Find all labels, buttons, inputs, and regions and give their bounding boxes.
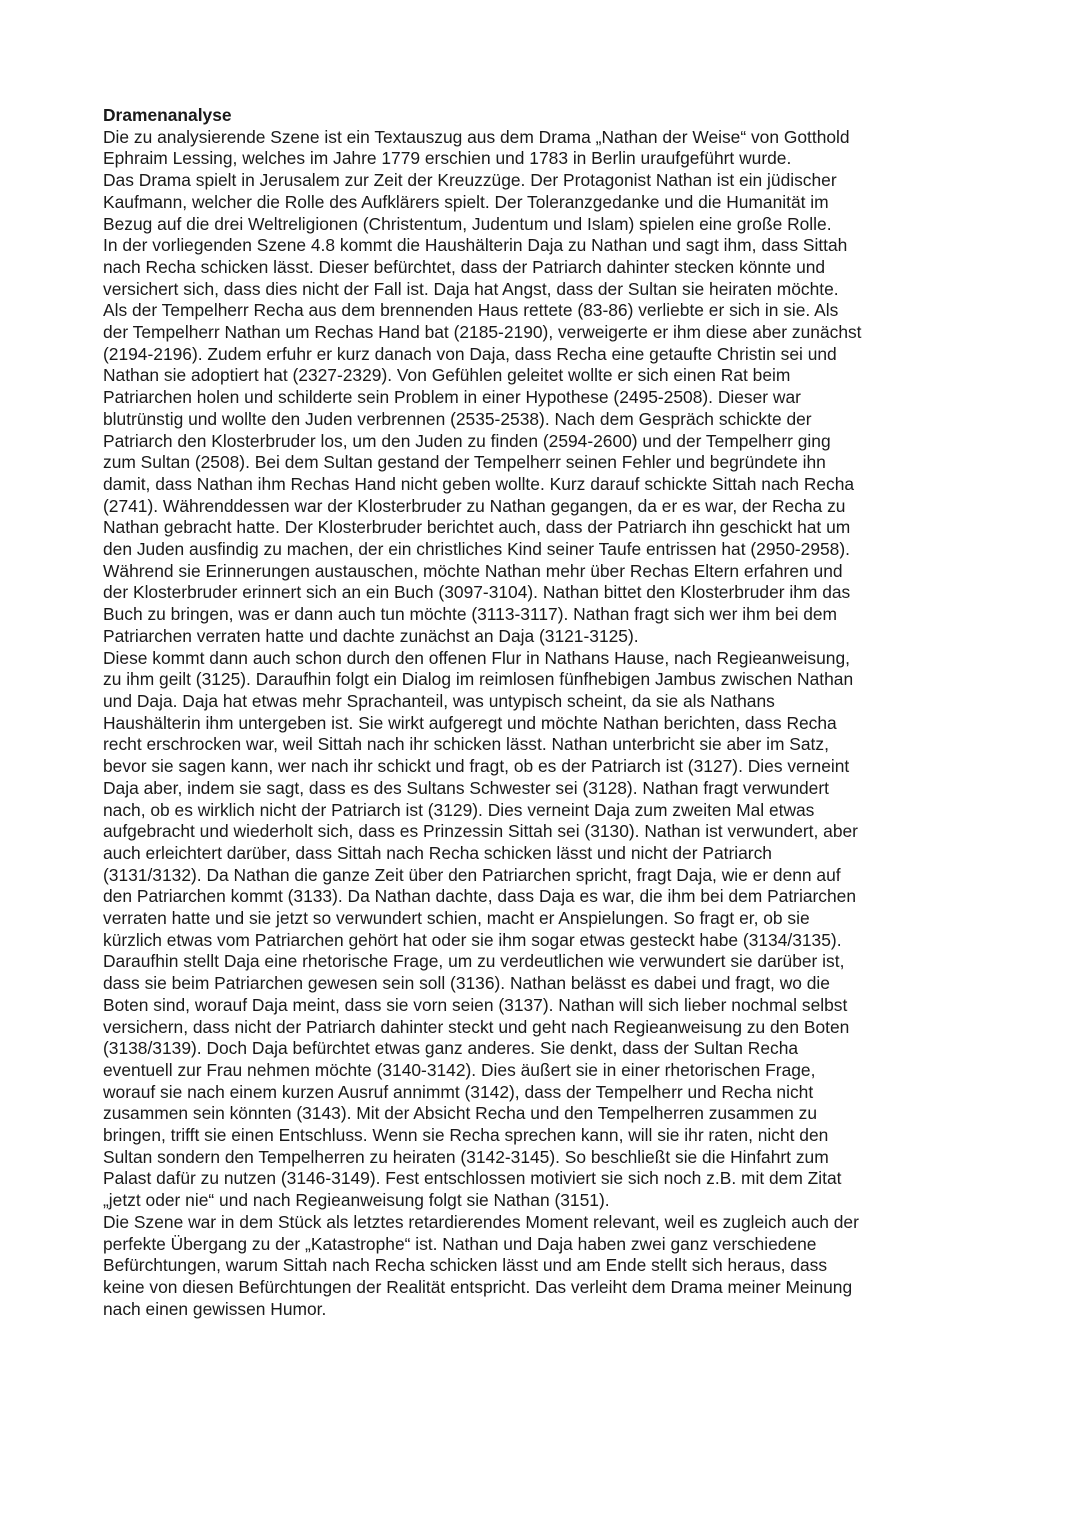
- text-line: Als der Tempelherr Recha aus dem brennenden Haus rettete (83-86) verliebte er sich in sie. Als: [103, 300, 839, 321]
- text-line: keine von diesen Befürchtungen der Realität entspricht. Das verleiht dem Drama meiner Meinung: [103, 1276, 853, 1297]
- text-line: kürzlich etwas vom Patriarchen gehört hat oder sie ihm sogar etwas gesteckt habe (3134/3135).: [103, 929, 842, 950]
- text-line: (3138/3139). Doch Daja befürchtet etwas ganz anderes. Sie denkt, dass der Sultan Recha: [103, 1038, 799, 1059]
- document-title: Dramenanalyse: [103, 105, 232, 125]
- text-line: aufgebracht und wiederholt sich, dass es Prinzessin Sittah sei (3130). Nathan ist verwundert, aber: [103, 821, 858, 842]
- text-line: bringen, trifft sie einen Entschluss. Wenn sie Recha sprechen kann, will sie ihr raten, nicht den: [103, 1125, 829, 1146]
- text-line: blutrünstig und wollte den Juden verbrennen (2535-2538). Nach dem Gespräch schickte der: [103, 408, 812, 429]
- text-line: (3131/3132). Da Nathan die ganze Zeit über den Patriarchen spricht, fragt Daja, wie er denn auf: [103, 864, 841, 885]
- text-line: zu ihm geilt (3125). Daraufhin folgt ein Dialog im reimlosen fünfhebigen Jambus zwischen Nathan: [103, 669, 854, 690]
- text-line: Die Szene war in dem Stück als letztes retardierendes Moment relevant, weil es zugleich auch der: [103, 1211, 859, 1232]
- text-line: Diese kommt dann auch schon durch den offenen Flur in Nathans Hause, nach Regieanweisung,: [103, 647, 850, 668]
- text-line: (2741). Währenddessen war der Klosterbruder zu Nathan gegangen, da er es war, der Recha zu: [103, 495, 846, 516]
- text-line: Nathan sie adoptiert hat (2327-2329). Von Gefühlen geleitet wollte er sich einen Rat beim: [103, 365, 791, 386]
- text-line: Haushälterin ihm untergeben ist. Sie wirkt aufgeregt und möchte Nathan berichten, dass Recha: [103, 712, 837, 733]
- text-line: Palast dafür zu nutzen (3146-3149). Fest entschlossen motiviert sie sich noch z.B. mit dem Zitat: [103, 1168, 842, 1189]
- text-line: zusammen sein könnten (3143). Mit der Absicht Recha und den Tempelherren zusammen zu: [103, 1103, 818, 1124]
- text-line: bevor sie sagen kann, wer nach ihr schickt und fragt, ob es der Patriarch ist (3127). Dies verneint: [103, 756, 850, 777]
- text-line: damit, dass Nathan ihm Rechas Hand nicht geben wollte. Kurz darauf schickte Sittah nach Recha: [103, 473, 855, 494]
- document-body: [103, 105, 988, 1320]
- text-line: Kaufmann, welcher die Rolle des Aufklärers spielt. Der Toleranzgedanke und die Humanität im: [103, 191, 829, 212]
- document-text: [103, 127, 988, 1321]
- text-line: versichern, dass nicht der Patriarch dahinter steckt und geht nach Regieanweisung zu den Boten: [103, 1016, 850, 1037]
- text-line: dass sie beim Patriarchen gewesen sein soll (3136). Nathan belässt es dabei und fragt, wo die: [103, 973, 830, 994]
- text-line: „jetzt oder nie“ und nach Regieanweisung folgt sie Nathan (3151).: [103, 1190, 610, 1211]
- text-line: Patriarchen holen und schilderte sein Problem in einer Hypothese (2495-2508). Dieser war: [103, 387, 801, 408]
- text-line: nach Recha schicken lässt. Dieser befürchtet, dass der Patriarch dahinter stecken könnte und: [103, 256, 826, 277]
- text-line: Patriarch den Klosterbruder los, um den Juden zu finden (2594-2600) und der Tempelherr ging: [103, 430, 831, 451]
- text-line: Das Drama spielt in Jerusalem zur Zeit der Kreuzzüge. Der Protagonist Nathan ist ein jüdischer: [103, 170, 837, 191]
- text-line: Die zu analysierende Szene ist ein Textauszug aus dem Drama „Nathan der Weise“ von Gotthold: [103, 126, 850, 147]
- text-line: der Klosterbruder erinnert sich an ein Buch (3097-3104). Nathan bittet den Klosterbruder ihm das: [103, 582, 851, 603]
- text-line: worauf sie nach einem kurzen Ausruf annimmt (3142), dass der Tempelherr und Recha nicht: [103, 1081, 814, 1102]
- text-line: Ephraim Lessing, welches im Jahre 1779 erschien und 1783 in Berlin uraufgeführt wurde.: [103, 148, 792, 169]
- text-line: auch erleichtert darüber, dass Sittah nach Recha schicken lässt und nicht der Patriarch: [103, 842, 772, 863]
- text-line: den Juden ausfindig zu machen, der ein christliches Kind seiner Taufe entrissen hat (2950-2958).: [103, 539, 850, 560]
- text-line: Buch zu bringen, was er dann auch tun möchte (3113-3117). Nathan fragt sich wer ihm bei dem: [103, 604, 838, 625]
- text-line: verraten hatte und sie jetzt so verwundert schien, macht er Anspielungen. So fragt er, ob sie: [103, 908, 810, 929]
- text-line: Daraufhin stellt Daja eine rhetorische Frage, um zu verdeutlichen wie verwundert sie darüber ist,: [103, 951, 845, 972]
- text-line: perfekte Übergang zu der „Katastrophe“ ist. Nathan und Daja haben zwei ganz verschiedene: [103, 1233, 817, 1254]
- text-line: Daja aber, indem sie sagt, dass es des Sultans Schwester sei (3128). Nathan fragt verwundert: [103, 777, 829, 798]
- text-line: Befürchtungen, warum Sittah nach Recha schicken lässt und am Ende stellt sich heraus, dass: [103, 1255, 828, 1276]
- text-line: nach einen gewissen Humor.: [103, 1298, 327, 1319]
- text-line: nach, ob es wirklich nicht der Patriarch ist (3129). Dies verneint Daja zum zweiten Mal etwas: [103, 799, 815, 820]
- text-line: den Patriarchen kommt (3133). Da Nathan dachte, dass Daja es war, die ihm bei dem Patriarchen: [103, 886, 857, 907]
- text-line: und Daja. Daja hat etwas mehr Sprachanteil, was untypisch scheint, da sie als Nathans: [103, 690, 775, 711]
- text-line: eventuell zur Frau nehmen möchte (3140-3142). Dies äußert sie in einer rhetorischen Frage,: [103, 1059, 816, 1080]
- text-line: Während sie Erinnerungen austauschen, möchte Nathan mehr über Rechas Eltern erfahren und: [103, 560, 843, 581]
- text-line: der Tempelherr Nathan um Rechas Hand bat (2185-2190), verweigerte er ihm diese aber zunächst: [103, 322, 862, 343]
- text-line: Boten sind, worauf Daja meint, dass sie vorn seien (3137). Nathan will sich lieber nochmal selbst: [103, 994, 848, 1015]
- text-line: versichert sich, dass dies nicht der Fall ist. Daja hat Angst, dass der Sultan sie heiraten möchte.: [103, 278, 839, 299]
- text-line: Nathan gebracht hatte. Der Klosterbruder berichtet auch, dass der Patriarch ihn geschickt hat um: [103, 517, 851, 538]
- text-line: Sultan sondern den Tempelherren zu heiraten (3142-3145). So beschließt sie die Hinfahrt zum: [103, 1146, 829, 1167]
- text-line: Bezug auf die drei Weltreligionen (Christentum, Judentum und Islam) spielen eine große Rolle.: [103, 213, 832, 234]
- text-line: (2194-2196). Zudem erfuhr er kurz danach von Daja, dass Recha eine getaufte Christin sei und: [103, 343, 837, 364]
- text-line: Patriarchen verraten hatte und dachte zunächst an Daja (3121-3125).: [103, 625, 639, 646]
- text-line: recht erschrocken war, weil Sittah nach ihr schicken lässt. Nathan unterbricht sie aber im Satz,: [103, 734, 829, 755]
- text-line: In der vorliegenden Szene 4.8 kommt die Haushälterin Daja zu Nathan und sagt ihm, dass Sittah: [103, 235, 848, 256]
- text-line: zum Sultan (2508). Bei dem Sultan gestand der Tempelherr seinen Fehler und begründete ihn: [103, 452, 826, 473]
